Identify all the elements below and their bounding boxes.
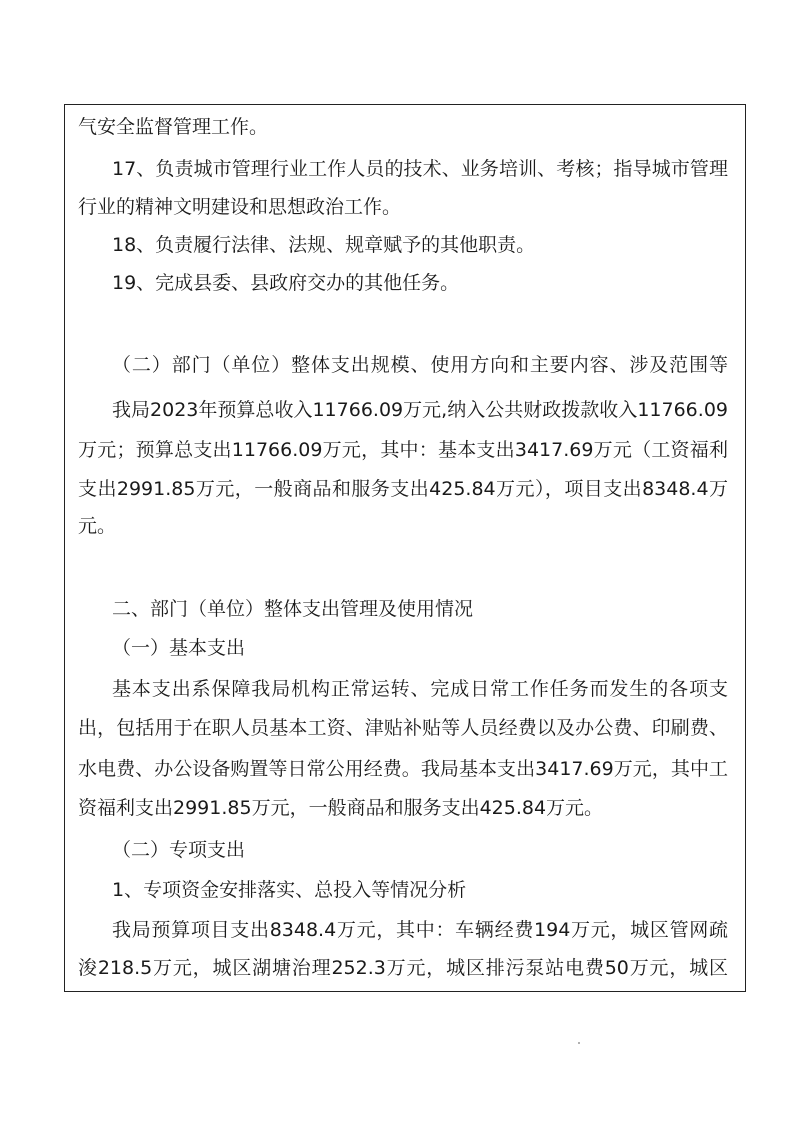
text-line: 17、负责城市管理行业工作人员的技术、业务培训、考核；指导城市管理: [112, 158, 728, 180]
text-line: 元。: [78, 515, 117, 537]
section-heading: 二、部门（单位）整体支出管理及使用情况: [112, 598, 474, 620]
text-line: 18、负责履行法律、法规、规章赋予的其他职责。: [112, 234, 536, 256]
subsection-heading: （二）专项支出: [112, 839, 246, 861]
subsection-heading: 1、专项资金安排落实、总投入等情况分析: [112, 879, 467, 901]
subsection-heading: （一）基本支出: [112, 637, 246, 659]
text-line: 支出2991.85万元，一般商品和服务支出425.84万元），项目支出8348.4万: [78, 478, 728, 500]
text-line: 行业的精神文明建设和思想政治工作。: [78, 196, 402, 218]
text-line: 19、完成县委、县政府交办的其他任务。: [112, 272, 460, 294]
text-line: 我局2023年预算总收入11766.09万元,纳入公共财政拨款收入11766.09: [112, 399, 728, 421]
text-line: 水电费、办公设备购置等日常公用经费。我局基本支出3417.69万元，其中工: [78, 758, 728, 780]
text-line: 资福利支出2991.85万元，一般商品和服务支出425.84万元。: [78, 797, 604, 819]
section-heading: （二）部门（单位）整体支出规模、使用方向和主要内容、涉及范围等: [112, 354, 728, 376]
text-line: 浚218.5万元，城区湖塘治理252.3万元，城区排污泵站电费50万元，城区: [78, 957, 728, 979]
scan-dot: [578, 1042, 580, 1044]
text-line: 万元；预算总支出11766.09万元，其中：基本支出3417.69万元（工资福利: [78, 439, 728, 461]
text-line: 基本支出系保障我局机构正常运转、完成日常工作任务而发生的各项支: [112, 678, 728, 700]
text-line: 我局预算项目支出8348.4万元，其中：车辆经费194万元，城区管网疏: [112, 919, 728, 941]
text-line: 气安全监督管理工作。: [78, 116, 269, 138]
text-line: 出，包括用于在职人员基本工资、津贴补贴等人员经费以及办公费、印刷费、: [78, 717, 728, 739]
